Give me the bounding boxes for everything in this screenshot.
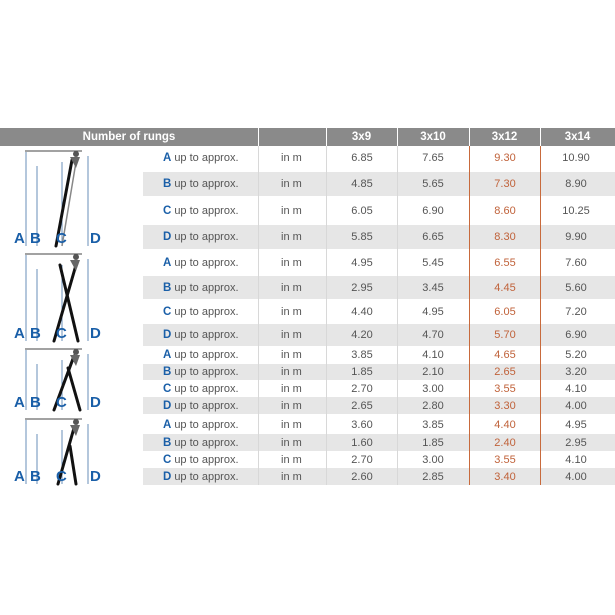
row-letter: A (163, 257, 172, 269)
value-cell: 6.85 (351, 152, 373, 164)
row-label-text: up to approx. (174, 399, 239, 412)
value-cell: 3.00 (422, 382, 444, 395)
row-label-text: up to approx. (174, 257, 239, 269)
value-cell: 1.60 (351, 436, 373, 449)
row-letter: C (163, 305, 172, 318)
dimension-letter: C (56, 325, 67, 342)
value-cell: 8.30 (494, 231, 516, 243)
value-cell: 5.85 (351, 231, 373, 243)
dimension-letter: D (90, 230, 101, 247)
value-cell: 2.40 (494, 436, 516, 449)
column-divider (326, 146, 327, 485)
row-label-text: up to approx. (174, 453, 239, 466)
table-row (143, 225, 615, 249)
row-unit: in m (281, 453, 302, 466)
value-cell: 1.85 (351, 366, 373, 378)
row-letter: D (163, 329, 172, 341)
value-cell: 10.90 (562, 152, 590, 164)
ladder-aframe-icon (10, 251, 140, 343)
header-title: Number of rungs (82, 131, 176, 143)
header-col-3x14: 3x14 (564, 131, 591, 143)
value-cell: 4.65 (494, 348, 516, 361)
value-cell: 4.10 (565, 453, 587, 466)
row-unit: in m (281, 399, 302, 412)
row-unit: in m (281, 231, 302, 243)
value-cell: 9.30 (494, 152, 516, 164)
value-cell: 2.95 (351, 281, 373, 294)
value-cell: 2.85 (422, 470, 444, 483)
table-row (143, 416, 615, 433)
value-cell: 2.95 (565, 436, 587, 449)
value-cell: 2.65 (351, 399, 373, 412)
value-cell: 2.70 (351, 453, 373, 466)
row-letter: A (163, 418, 172, 431)
row-label (163, 451, 239, 468)
value-cell: 3.00 (422, 453, 444, 466)
dimension-letter: C (56, 230, 67, 247)
row-letter: D (163, 231, 172, 243)
value-cell: 1.85 (422, 436, 444, 449)
table-row (143, 300, 615, 323)
column-divider (397, 146, 398, 485)
row-label (163, 172, 239, 196)
row-letter: B (163, 178, 172, 190)
row-unit: in m (281, 382, 302, 395)
value-cell: 6.90 (422, 204, 444, 217)
value-cell: 3.85 (351, 348, 373, 361)
header-col-3x9: 3x9 (351, 131, 372, 143)
row-label (163, 300, 239, 323)
value-cell: 6.05 (494, 305, 516, 318)
value-cell: 3.40 (494, 470, 516, 483)
dimension-letter: D (90, 325, 101, 342)
table-row (143, 451, 615, 468)
value-cell: 8.90 (565, 178, 587, 190)
value-cell: 4.95 (422, 305, 444, 318)
value-cell: 3.55 (494, 382, 516, 395)
row-unit: in m (281, 204, 302, 217)
table-row (143, 346, 615, 363)
value-cell: 6.05 (351, 204, 373, 217)
row-label (163, 434, 239, 451)
row-label (163, 198, 239, 223)
highlight-column-border (469, 146, 470, 485)
value-cell: 6.65 (422, 231, 444, 243)
row-label-text: up to approx. (174, 305, 239, 318)
value-cell: 4.85 (351, 178, 373, 190)
row-letter: D (163, 399, 172, 412)
table-row (143, 276, 615, 299)
row-letter: B (163, 281, 172, 294)
header-col-3x12: 3x12 (491, 131, 518, 143)
table-row (143, 380, 615, 397)
table-row (143, 324, 615, 346)
row-label (163, 251, 239, 275)
value-cell: 5.45 (422, 257, 444, 269)
row-label-text: up to approx. (174, 204, 239, 217)
row-letter: B (163, 436, 172, 449)
value-cell: 4.00 (565, 399, 587, 412)
value-cell: 4.70 (422, 329, 444, 341)
value-cell: 4.95 (565, 418, 587, 431)
row-unit: in m (281, 366, 302, 378)
value-cell: 4.20 (351, 329, 373, 341)
row-unit: in m (281, 152, 302, 164)
value-cell: 4.10 (422, 348, 444, 361)
row-letter: C (163, 204, 172, 217)
value-cell: 3.85 (422, 418, 444, 431)
value-cell: 6.90 (565, 329, 587, 341)
value-cell: 2.80 (422, 399, 444, 412)
row-label-text: up to approx. (174, 231, 239, 243)
table-row (143, 251, 615, 275)
row-label-text: up to approx. (174, 281, 239, 294)
row-label (163, 380, 239, 397)
value-cell: 8.60 (494, 204, 516, 217)
value-cell: 4.45 (494, 281, 516, 294)
row-unit: in m (281, 281, 302, 294)
row-letter: C (163, 382, 172, 395)
row-letter: A (163, 152, 172, 164)
dimension-letter: B (30, 230, 41, 247)
row-letter: C (163, 453, 172, 466)
value-cell: 4.40 (494, 418, 516, 431)
value-cell: 5.20 (565, 348, 587, 361)
value-cell: 7.20 (565, 305, 587, 318)
table-row (143, 397, 615, 414)
value-cell: 7.30 (494, 178, 516, 190)
value-cell: 4.95 (351, 257, 373, 269)
row-label (163, 364, 239, 380)
value-cell: 3.55 (494, 453, 516, 466)
table-row (143, 364, 615, 380)
value-cell: 7.60 (565, 257, 587, 269)
value-cell: 4.40 (351, 305, 373, 318)
value-cell: 3.60 (351, 418, 373, 431)
table-header (0, 128, 615, 146)
row-label-text: up to approx. (174, 152, 239, 164)
row-label-text: up to approx. (174, 178, 239, 190)
row-label-text: up to approx. (174, 470, 239, 483)
dimension-letter: C (56, 394, 67, 411)
value-cell: 2.10 (422, 366, 444, 378)
dimension-letter: B (30, 468, 41, 485)
value-cell: 4.00 (565, 470, 587, 483)
row-label-text: up to approx. (174, 348, 239, 361)
row-label-text: up to approx. (174, 329, 239, 341)
value-cell: 9.90 (565, 231, 587, 243)
row-unit: in m (281, 348, 302, 361)
value-cell: 3.20 (565, 366, 587, 378)
value-cell: 3.45 (422, 281, 444, 294)
dimension-letter: A (14, 468, 25, 485)
dimension-letter: A (14, 394, 25, 411)
row-label (163, 225, 239, 249)
row-letter: D (163, 470, 172, 483)
value-cell: 5.60 (565, 281, 587, 294)
dimension-letter: A (14, 230, 25, 247)
value-cell: 6.55 (494, 257, 516, 269)
row-label (163, 276, 239, 299)
ladder-aframe-extended-icon (10, 346, 140, 412)
row-letter: A (163, 348, 172, 361)
row-label (163, 346, 239, 363)
table-row (143, 434, 615, 451)
table-row (143, 146, 615, 170)
row-label-text: up to approx. (174, 366, 239, 378)
dimension-letter: D (90, 468, 101, 485)
row-unit: in m (281, 329, 302, 341)
value-cell: 2.65 (494, 366, 516, 378)
header-col-3x10: 3x10 (420, 131, 446, 143)
dimension-letter: C (56, 468, 67, 485)
value-cell: 3.30 (494, 399, 516, 412)
row-label (163, 416, 239, 433)
value-cell: 10.25 (562, 204, 590, 217)
row-unit: in m (281, 470, 302, 483)
dimension-letter: A (14, 325, 25, 342)
column-divider (258, 146, 259, 485)
value-cell: 5.70 (494, 329, 516, 341)
row-unit: in m (281, 436, 302, 449)
row-label-text: up to approx. (174, 436, 239, 449)
row-label (163, 397, 239, 414)
row-unit: in m (281, 305, 302, 318)
value-cell: 4.10 (565, 382, 587, 395)
dimension-letter: B (30, 394, 41, 411)
row-unit: in m (281, 257, 302, 269)
row-unit: in m (281, 178, 302, 190)
table-row (143, 468, 615, 485)
ladder-stair-icon (10, 416, 140, 486)
row-label-text: up to approx. (174, 382, 239, 395)
value-cell: 2.60 (351, 470, 373, 483)
ladder-single-icon (10, 148, 140, 248)
row-label (163, 146, 239, 170)
row-label (163, 468, 239, 485)
value-cell: 7.65 (422, 152, 444, 164)
value-cell: 2.70 (351, 382, 373, 395)
value-cell: 5.65 (422, 178, 444, 190)
row-letter: B (163, 366, 172, 378)
row-label-text: up to approx. (174, 418, 239, 431)
dimension-letter: B (30, 325, 41, 342)
table-row (143, 172, 615, 196)
highlight-column-border (540, 146, 541, 485)
table-row (143, 198, 615, 223)
row-label (163, 324, 239, 346)
row-unit: in m (281, 418, 302, 431)
dimension-letter: D (90, 394, 101, 411)
